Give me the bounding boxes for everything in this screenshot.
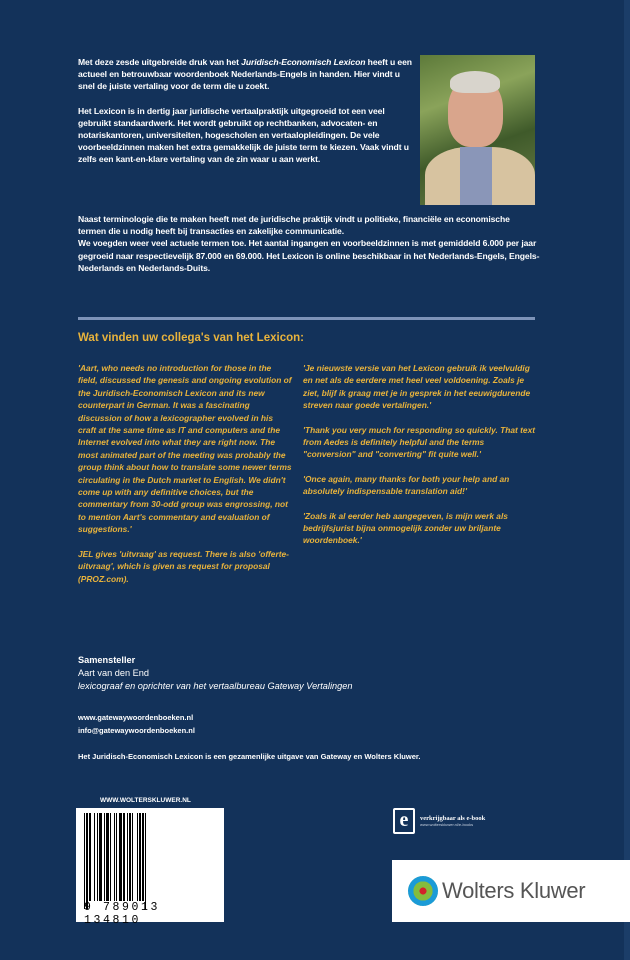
divider [78,317,535,320]
barcode-bar [146,813,147,909]
testimonial: 'Once again, many thanks for both your help and an absolutely indispensable translation aid!' [303,473,510,497]
testimonial: 'Thank you very much for responding so quickly. That text from Aedes is definitely helpful and the terms "conversion" and "converting" fit quite well.' [303,424,536,460]
intro-text [78,56,413,178]
ebook-badge [393,808,485,834]
testimonials-heading: Wat vinden uw collega's van het Lexicon: [78,332,304,344]
author-role: Samensteller [78,655,136,665]
ebook-url: www.wolterskluwer.nl/e-books [420,822,474,827]
cover-edge [624,0,630,960]
isbn-number: 9 789013 134810 [84,901,161,927]
intro-paragraph-3a: Naast terminologie die te maken heeft met de juridische praktijk vindt u politieke, financiële en economische termen die u nodig heeft bij transacties en zakelijke communicatie. [78,214,510,237]
wolters-kluwer-globe-icon [408,876,438,906]
author-description: lexicograaf en oprichter van het vertaalbureau Gateway Vertalingen [78,681,353,691]
email-link[interactable]: info@gatewaywoordenboeken.nl [78,726,195,735]
intro-paragraph-2: Het Lexicon is in dertig jaar juridische vertaalpraktijk uitgegroeid tot een veel gebruikt standaardwerk. Het wordt gebruikt op rechtbanken, advocaten- en notariskantoren, universiteiten, hogescholen en vertaalopleidingen. De vele voorbeeldzinnen maken het extra gemakkelijk de juiste term te kiezen. Vaak vindt u zelfs een kant-en-klare vertaling van de zin waar u aan werkt. [78,105,409,165]
author-block [78,654,352,693]
publisher-logo [392,860,630,922]
book-title: Juridisch-Economisch Lexicon [241,57,366,67]
ebook-label: verkrijgbaar als e-book [420,815,486,822]
publisher-name: Wolters Kluwer [442,878,586,903]
author-name: Aart van den End [78,668,149,678]
e-book-icon: e [393,808,415,834]
isbn-barcode [76,808,224,927]
website-link[interactable]: www.gatewaywoordenboeken.nl [78,713,194,722]
intro-text-part: heeft u een actueel en betrouwbaar woordenboek Nederlands-Engels in handen. Hier vindt u snel de juiste vertaling voor de term die u zoekt. [78,57,412,92]
testimonials-left-column [78,362,293,597]
testimonial: 'Aart, who needs no introduction for those in the field, discussed the genesis and ongoing evolution of the Juridisch-Economisch Lexicon and its new counterpart in German. It was a fascinating discussion of how a lexicographer evolved in his craft at the same time as IT and computers and the Internet evolved into what they are right now. The most animated part of the meeting was probably the group think about how to translate some newer terms circulating in the Dutch market to English. We didn't come up with any definitive choices, but the commentary from 30-odd group was engrossing, not to mention Aart's commentary and evaluation of suggestions.' [78,363,292,535]
testimonial: 'Zoals ik al eerder heb aangegeven, is mijn werk als bedrijfsjurist bijna onmogelijk zonder uw briljante woordenboek.' [303,510,508,546]
intro-paragraph-3 [78,213,540,274]
barcode-bars [84,813,216,903]
intro-text-part: Met deze zesde uitgebreide druk van het [78,57,242,67]
publisher-url: WWW.WOLTERSKLUWER.NL [100,797,191,804]
intro-paragraph-3b: We voegden weer veel actuele termen toe. Het aantal ingangen en voorbeeldzinnen is met gemiddeld 6.000 per jaar gegroeid naar respectievelijk 87.000 en 69.000. Het Lexicon is online beschikbaar in het Nederlands-Engels, Engels-Nederlands en Nederlands-Duits. [78,238,540,273]
testimonial: JEL gives 'uitvraag' as request. There is also 'offerte-uitvraag', which is given as request for proposal (PROZ.com). [78,548,289,584]
author-photo [420,55,535,205]
intro-paragraph-1 [78,56,413,93]
publisher-statement: Het Juridisch-Economisch Lexicon is een gezamenlijke uitgave van Gateway en Wolters Kluwer. [78,752,421,761]
contact-links [78,711,195,737]
testimonial: 'Je nieuwste versie van het Lexicon gebruik ik veelvuldig en net als de eerdere met heel veel voldoening. Zoals je ziet, blijf ik graag met je in gesprek in het eeuwigdurende streven naar goede vertalingen.' [303,363,531,411]
testimonials-right-column [303,362,538,559]
